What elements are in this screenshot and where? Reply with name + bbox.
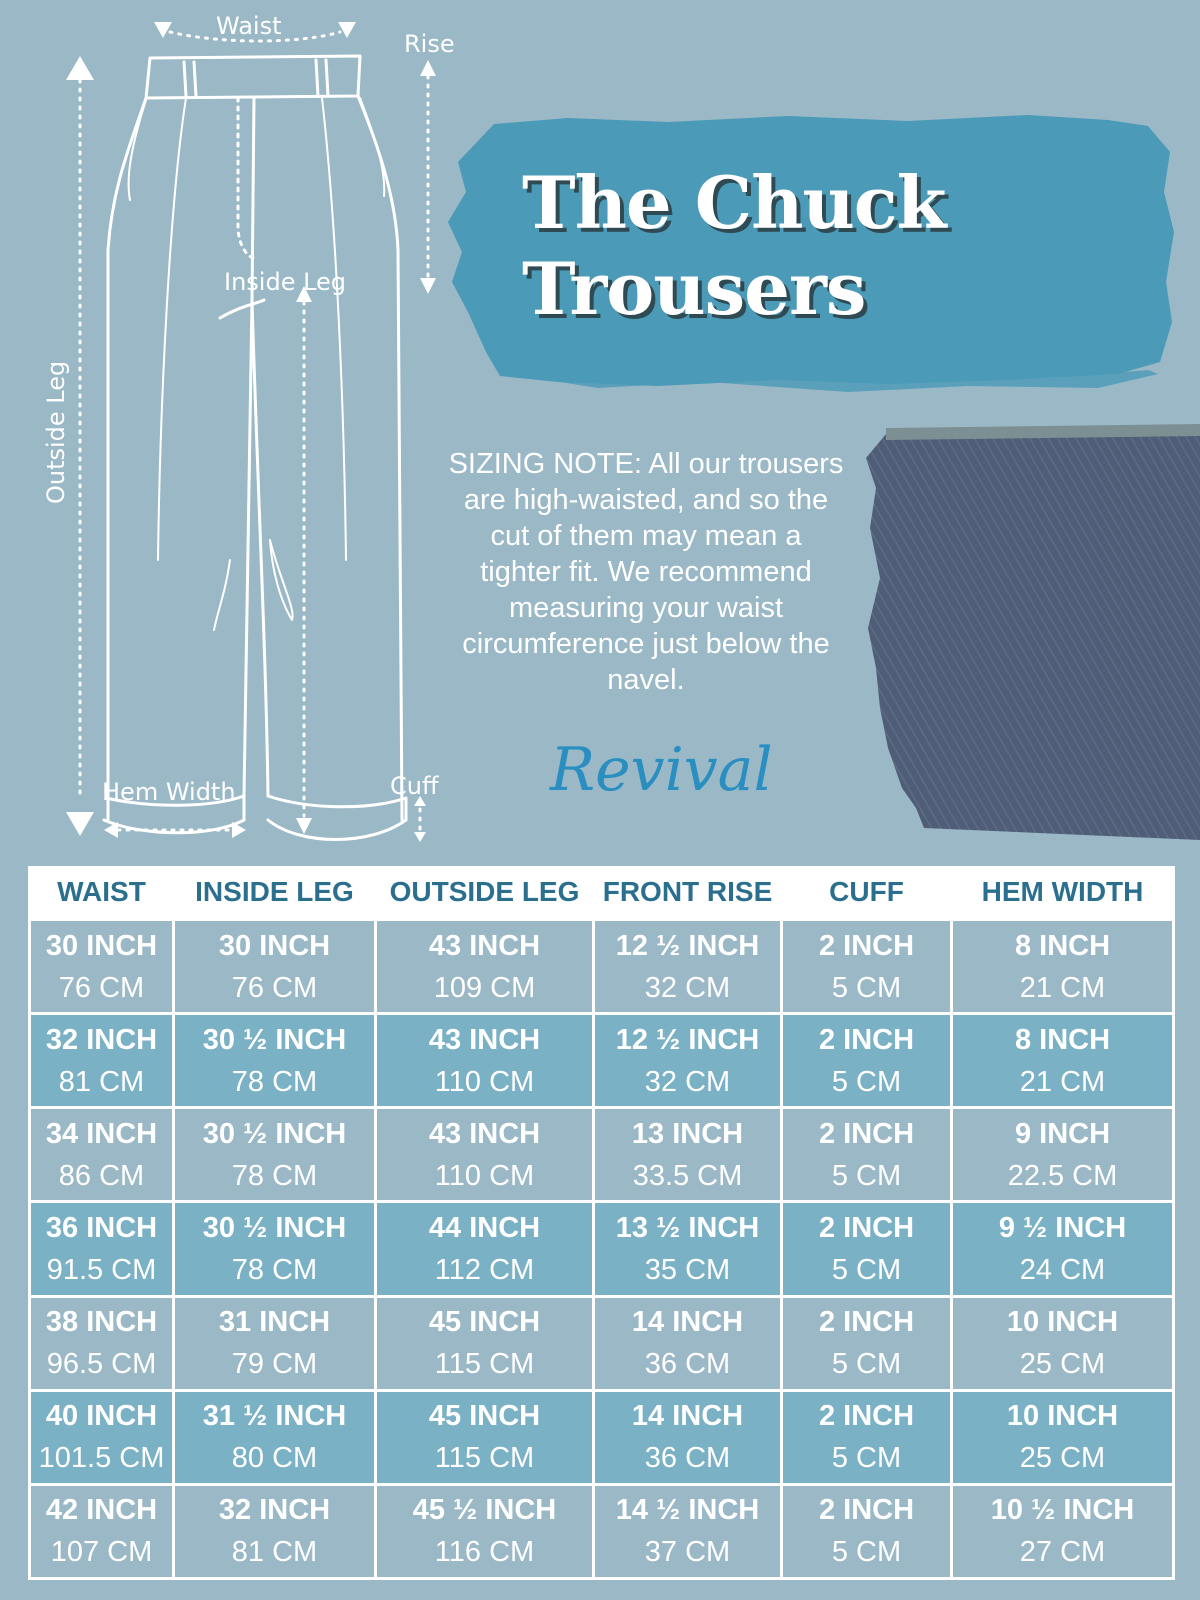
inch-value: 2 INCH (818, 929, 915, 962)
cm-value: 25 CM (1019, 1348, 1106, 1381)
trouser-outline-illustration (0, 0, 470, 860)
cm-value: 101.5 CM (38, 1442, 165, 1475)
inch-value: 10 INCH (1006, 1400, 1119, 1433)
table-cell-waist (30, 1014, 174, 1108)
inch-value: 2 INCH (818, 1400, 915, 1433)
table-row (30, 1390, 1174, 1484)
inch-value: 45 INCH (428, 1306, 541, 1339)
cm-value: 5 CM (831, 1065, 902, 1098)
inch-value: 2 INCH (818, 1117, 915, 1150)
inch-value: 2 INCH (818, 1023, 915, 1056)
cm-value: 22.5 CM (1007, 1159, 1118, 1192)
inch-value: 43 INCH (428, 1023, 541, 1056)
cuff-label: Cuff (390, 772, 439, 800)
inch-value: 43 INCH (428, 929, 541, 962)
arrow-down-icon (420, 278, 436, 294)
size-chart-table (28, 866, 1175, 1580)
cm-value: 81 CM (231, 1536, 318, 1569)
table-row (30, 1296, 1174, 1390)
table-cell-cuff (782, 1108, 952, 1202)
hem-width-label: Hem Width (102, 778, 236, 806)
table-cell-inside-leg (174, 1108, 376, 1202)
inch-value: 44 INCH (428, 1211, 541, 1244)
inch-value: 45 INCH (428, 1400, 541, 1433)
cm-value: 5 CM (831, 971, 902, 1004)
cm-value: 86 CM (58, 1159, 145, 1192)
table-cell-inside-leg (174, 920, 376, 1014)
column-header-inside-leg: INSIDE LEG (174, 866, 376, 920)
cm-value: 78 CM (231, 1159, 318, 1192)
table-cell-front-rise (594, 920, 782, 1014)
cm-value: 76 CM (231, 971, 318, 1004)
table-cell-outside-leg (376, 920, 594, 1014)
table-cell-inside-leg (174, 1202, 376, 1296)
cm-value: 21 CM (1019, 971, 1106, 1004)
inch-value: 40 INCH (45, 1400, 158, 1433)
cm-value: 78 CM (231, 1253, 318, 1286)
arrow-down-icon (66, 812, 94, 836)
waist-label: Waist (216, 12, 282, 40)
column-header-hem-width: HEM WIDTH (952, 866, 1174, 920)
inch-value: 13 ½ INCH (615, 1211, 760, 1244)
inch-value: 13 INCH (631, 1117, 744, 1150)
inch-value: 34 INCH (45, 1117, 158, 1150)
inch-value: 2 INCH (818, 1306, 915, 1339)
cm-value: 5 CM (831, 1159, 902, 1192)
table-row (30, 1484, 1174, 1578)
cm-value: 5 CM (831, 1442, 902, 1475)
inch-value: 10 ½ INCH (990, 1494, 1135, 1527)
inch-value: 14 ½ INCH (615, 1494, 760, 1527)
sizing-note: SIZING NOTE: All our trousers are high-waisted, and so the cut of them may mean a tighter fit. We recommend measuring your waist circumference just below the navel. (448, 448, 844, 696)
table-cell-outside-leg (376, 1202, 594, 1296)
cm-value: 37 CM (644, 1536, 731, 1569)
arrow-down-icon (414, 832, 426, 842)
brand-logo-text: Revival (550, 735, 773, 805)
cm-value: 116 CM (434, 1536, 535, 1569)
table-cell-front-rise (594, 1390, 782, 1484)
table-cell-front-rise (594, 1202, 782, 1296)
table-cell-waist (30, 1108, 174, 1202)
cm-value: 35 CM (644, 1253, 731, 1286)
cm-value: 81 CM (58, 1065, 145, 1098)
inch-value: 30 ½ INCH (202, 1117, 347, 1150)
inch-value: 38 INCH (45, 1306, 158, 1339)
cm-value: 91.5 CM (46, 1253, 157, 1286)
cm-value: 110 CM (434, 1065, 535, 1098)
cm-value: 33.5 CM (632, 1159, 743, 1192)
cm-value: 96.5 CM (46, 1348, 157, 1381)
cm-value: 24 CM (1019, 1253, 1106, 1286)
inch-value: 45 ½ INCH (412, 1494, 557, 1527)
inch-value: 12 ½ INCH (615, 1023, 760, 1056)
table-cell-hem-width (952, 1108, 1174, 1202)
table-cell-hem-width (952, 920, 1174, 1014)
cm-value: 21 CM (1019, 1065, 1106, 1098)
table-cell-waist (30, 1296, 174, 1390)
table-cell-inside-leg (174, 1014, 376, 1108)
table-cell-inside-leg (174, 1296, 376, 1390)
table-cell-front-rise (594, 1484, 782, 1578)
cm-value: 107 CM (50, 1536, 153, 1569)
table-cell-outside-leg (376, 1390, 594, 1484)
inch-value: 43 INCH (428, 1117, 541, 1150)
inch-value: 31 ½ INCH (202, 1400, 347, 1433)
table-row (30, 920, 1174, 1014)
cm-value: 25 CM (1019, 1442, 1106, 1475)
inch-value: 30 INCH (45, 929, 158, 962)
title-line-2: Trousers (522, 246, 866, 331)
title-line-1: The Chuck (522, 160, 946, 245)
inch-value: 30 ½ INCH (202, 1211, 347, 1244)
inch-value: 42 INCH (45, 1494, 158, 1527)
table-cell-hem-width (952, 1484, 1174, 1578)
cm-value: 109 CM (433, 971, 536, 1004)
arrow-down-icon (296, 818, 312, 834)
arrow-right-icon (232, 822, 246, 838)
table-row (30, 1202, 1174, 1296)
cm-value: 27 CM (1019, 1536, 1106, 1569)
cm-value: 79 CM (231, 1348, 318, 1381)
cm-value: 80 CM (231, 1442, 318, 1475)
table-cell-waist (30, 1484, 174, 1578)
table-cell-cuff (782, 1484, 952, 1578)
page-title (522, 160, 1042, 332)
cm-value: 110 CM (434, 1159, 535, 1192)
inch-value: 8 INCH (1014, 1023, 1111, 1056)
trouser-diagram (0, 0, 470, 860)
brand-logo (548, 730, 773, 820)
table-cell-waist (30, 920, 174, 1014)
inch-value: 30 ½ INCH (202, 1023, 347, 1056)
cm-value: 5 CM (831, 1536, 902, 1569)
cm-value: 36 CM (644, 1348, 731, 1381)
cm-value: 112 CM (434, 1253, 535, 1286)
table-cell-hem-width (952, 1390, 1174, 1484)
cm-value: 5 CM (831, 1348, 902, 1381)
table-cell-hem-width (952, 1014, 1174, 1108)
table-cell-front-rise (594, 1014, 782, 1108)
arrow-up-icon (420, 60, 436, 76)
inch-value: 2 INCH (818, 1494, 915, 1527)
inch-value: 9 INCH (1014, 1117, 1111, 1150)
cm-value: 5 CM (831, 1253, 902, 1286)
arrow-icon (338, 22, 356, 38)
table-cell-outside-leg (376, 1296, 594, 1390)
cm-value: 115 CM (434, 1442, 535, 1475)
inch-value: 31 INCH (218, 1306, 331, 1339)
table-cell-outside-leg (376, 1108, 594, 1202)
inch-value: 2 INCH (818, 1211, 915, 1244)
table-cell-hem-width (952, 1202, 1174, 1296)
table-cell-outside-leg (376, 1484, 594, 1578)
inch-value: 12 ½ INCH (615, 929, 760, 962)
inside-leg-label: Inside Leg (224, 268, 347, 296)
inch-value: 36 INCH (45, 1211, 158, 1244)
inch-value: 32 INCH (45, 1023, 158, 1056)
column-header-outside-leg: OUTSIDE LEG (376, 866, 594, 920)
table-row (30, 1014, 1174, 1108)
fabric-swatch-image (866, 428, 1200, 840)
inch-value: 8 INCH (1014, 929, 1111, 962)
inch-value: 30 INCH (218, 929, 331, 962)
inch-value: 32 INCH (218, 1494, 331, 1527)
cm-value: 32 CM (644, 1065, 731, 1098)
inch-value: 10 INCH (1006, 1306, 1119, 1339)
outside-leg-label: Outside Leg (42, 360, 70, 504)
table-cell-outside-leg (376, 1014, 594, 1108)
table-cell-inside-leg (174, 1484, 376, 1578)
cm-value: 78 CM (231, 1065, 318, 1098)
table-cell-waist (30, 1202, 174, 1296)
cm-value: 115 CM (434, 1348, 535, 1381)
cm-value: 36 CM (644, 1442, 731, 1475)
cm-value: 76 CM (58, 971, 145, 1004)
column-header-front-rise: FRONT RISE (594, 866, 782, 920)
table-header-row (30, 866, 1174, 920)
table-cell-cuff (782, 1296, 952, 1390)
column-header-cuff: CUFF (782, 866, 952, 920)
arrow-up-icon (66, 56, 94, 80)
column-header-waist: WAIST (30, 866, 174, 920)
table-cell-waist (30, 1390, 174, 1484)
rise-label: Rise (404, 30, 455, 58)
table-cell-inside-leg (174, 1390, 376, 1484)
table-cell-front-rise (594, 1296, 782, 1390)
table-cell-cuff (782, 1014, 952, 1108)
table-row (30, 1108, 1174, 1202)
table-cell-hem-width (952, 1296, 1174, 1390)
table-cell-cuff (782, 1202, 952, 1296)
inch-value: 9 ½ INCH (998, 1211, 1127, 1244)
table-cell-front-rise (594, 1108, 782, 1202)
table-cell-cuff (782, 920, 952, 1014)
inch-value: 14 INCH (631, 1400, 744, 1433)
inch-value: 14 INCH (631, 1306, 744, 1339)
cm-value: 32 CM (644, 971, 731, 1004)
arrow-icon (154, 22, 172, 38)
table-cell-cuff (782, 1390, 952, 1484)
